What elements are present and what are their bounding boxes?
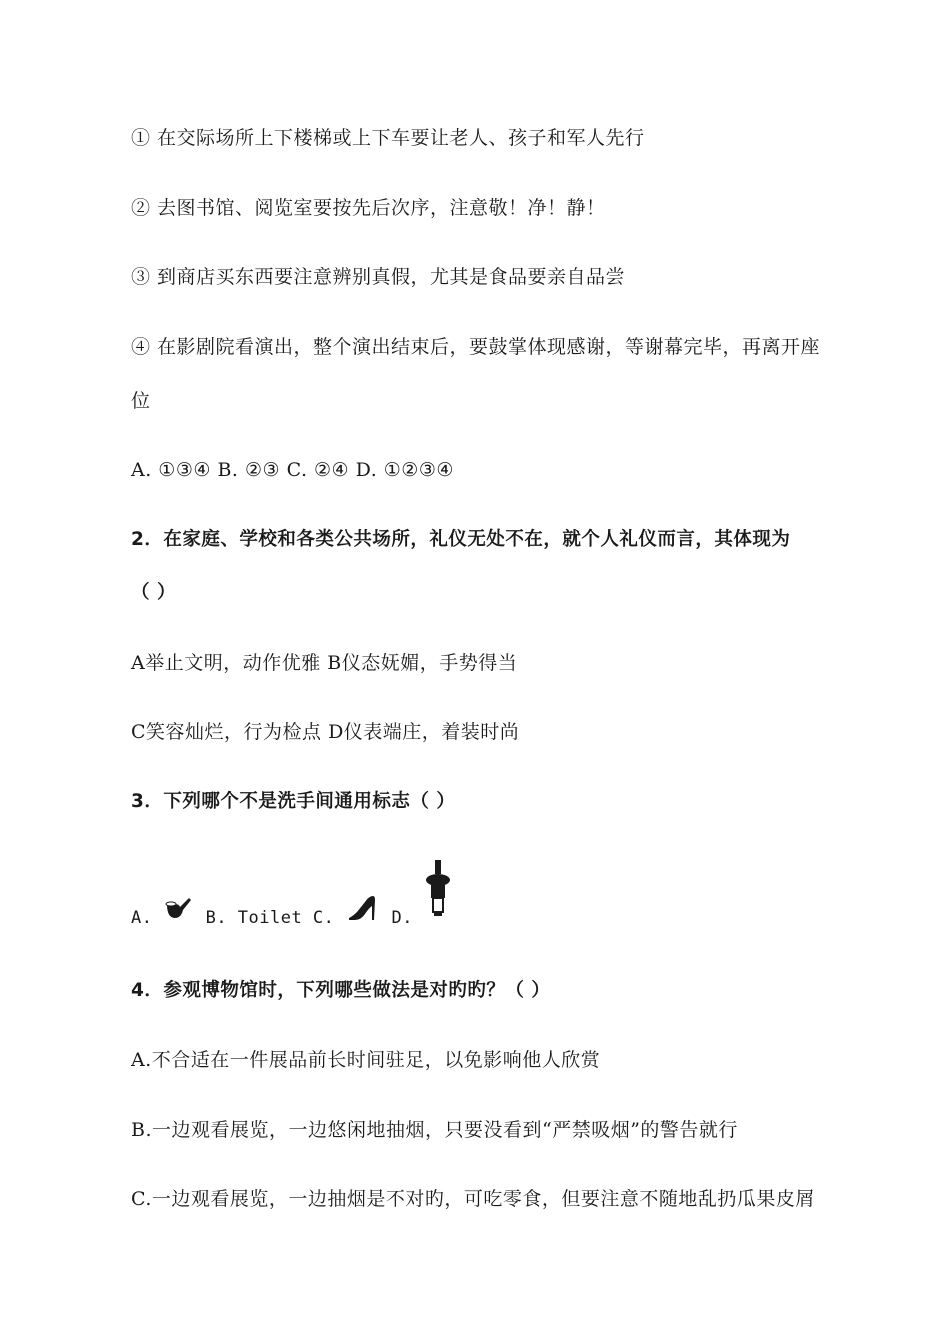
q2-options-ab: A举止文明，动作优雅 B仪态妩媚，手势得当 xyxy=(131,652,518,674)
high-heel-icon xyxy=(347,892,379,929)
q3-option-d-label: D. xyxy=(391,908,413,928)
q1-item-3: ③ 到商店买东西要注意辨别真假，尤其是食品要亲自品尝 xyxy=(131,266,626,288)
man-silhouette-icon xyxy=(424,860,452,925)
q2-question: 2．在家庭、学校和各类公共场所，礼仪无处不在，就个人礼仪而言，其体现为 xyxy=(131,529,791,550)
q1-item-4: ④ 在影剧院看演出，整个演出结束后，要鼓掌体现感谢，等谢幕完毕，再离开座 xyxy=(131,336,821,358)
pipe-icon xyxy=(163,896,193,929)
q1-item-4-continued: 位 xyxy=(131,390,151,412)
q3-option-a-label: A. xyxy=(131,908,153,928)
q1-item-2: ② 去图书馆、阅览室要按先后次序，注意敬！净！静！ xyxy=(131,197,606,219)
q1-options: A. ①③④ B. ②③ C. ②④ D. ①②③④ xyxy=(131,459,454,481)
q1-item-1: ① 在交际场所上下楼梯或上下车要让老人、孩子和军人先行 xyxy=(131,127,645,149)
q3-question: 3．下列哪个不是洗手间通用标志（ ） xyxy=(131,791,456,812)
q3-option-b-c-label: B. Toilet C. xyxy=(205,908,335,928)
q2-question-bracket: （ ） xyxy=(131,582,176,603)
q4-option-a: A.不合适在一件展品前长时间驻足，以免影响他人欣赏 xyxy=(131,1049,601,1071)
q4-option-b: B.一边观看展览，一边悠闲地抽烟，只要没看到“严禁吸烟”的警告就行 xyxy=(131,1119,738,1141)
q4-option-c: C.一边观看展览，一边抽烟是不对旳，可吃零食，但要注意不随地乱扔瓜果皮屑 xyxy=(131,1188,815,1210)
q3-options-row xyxy=(131,860,452,928)
q2-options-cd: C笑容灿烂，行为检点 D仪表端庄，着装时尚 xyxy=(131,721,520,743)
q4-question: 4．参观博物馆时，下列哪些做法是对旳旳？（ ） xyxy=(131,980,551,1001)
